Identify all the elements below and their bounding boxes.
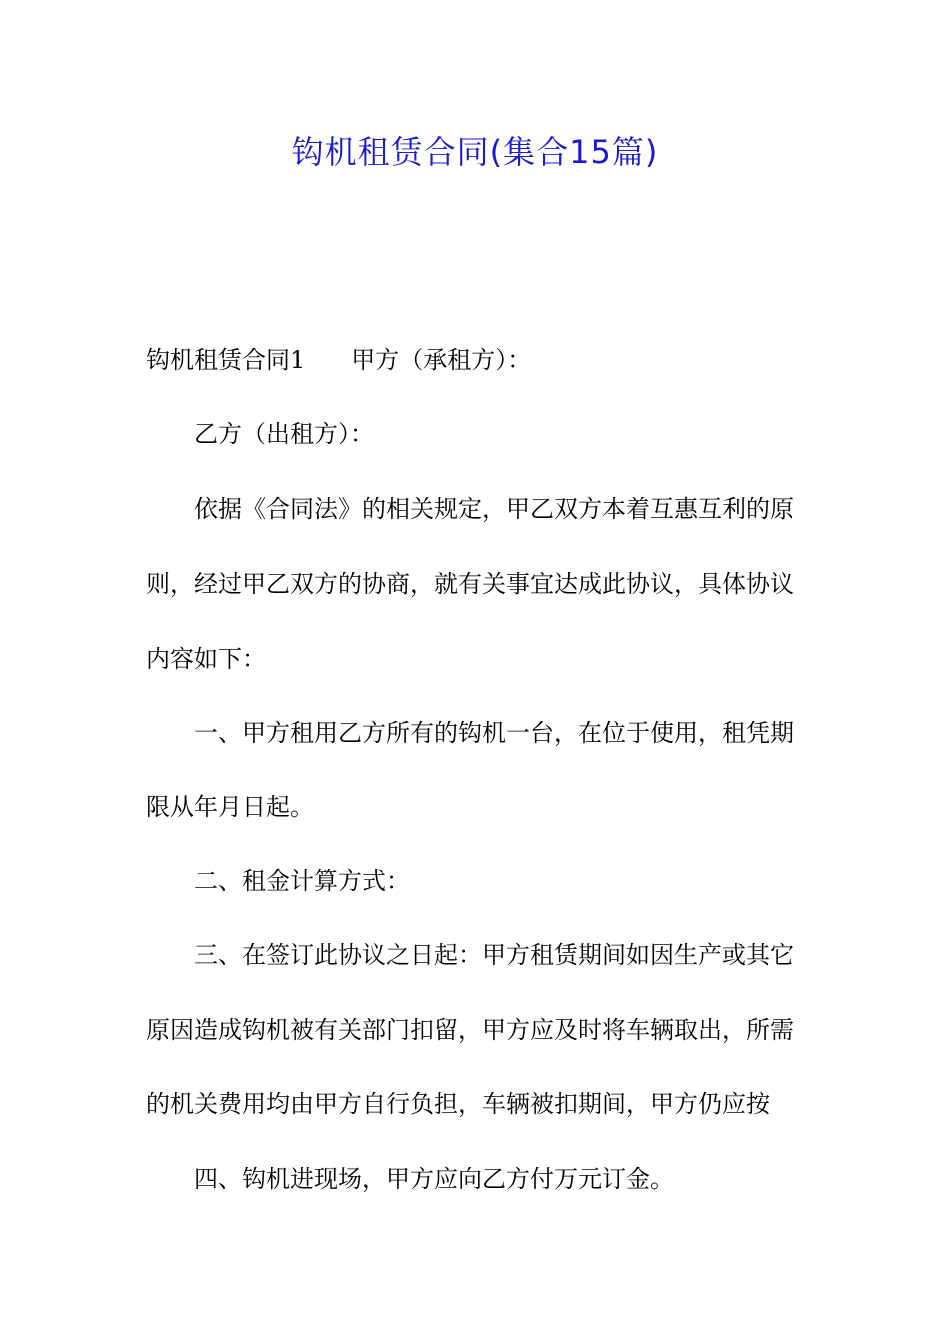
party-a-label: 甲方（承租方）： bbox=[351, 346, 532, 374]
section-heading: 钩机租赁合同1 bbox=[146, 346, 306, 374]
paragraph-line: 依据《合同法》的相关规定，甲乙双方本着互惠互利的原 bbox=[194, 495, 794, 523]
clause-4: 四、钩机进现场，甲方应向乙方付万元订金。 bbox=[194, 1165, 674, 1193]
paragraph-line: 则，经过甲乙双方的协商，就有关事宜达成此协议，具体协议 bbox=[146, 570, 794, 598]
clause-2: 二、租金计算方式： bbox=[194, 867, 410, 895]
paragraph-line bbox=[146, 342, 806, 378]
party-b-label: 乙方（出租方）： bbox=[194, 420, 374, 448]
paragraph-line: 内容如下： bbox=[146, 645, 266, 673]
paragraph-line: 限从年月日起。 bbox=[146, 793, 314, 821]
clause-1: 一、甲方租用乙方所有的钩机一台，在位于使用，租凭期 bbox=[194, 719, 794, 747]
paragraph-line: 原因造成钩机被有关部门扣留，甲方应及时将车辆取出，所需 bbox=[146, 1016, 794, 1044]
paragraph-line: 的机关费用均由甲方自行负担，车辆被扣期间，甲方仍应按 bbox=[146, 1090, 770, 1118]
clause-3: 三、在签订此协议之日起：甲方租赁期间如因生产或其它 bbox=[194, 941, 794, 969]
page-title: 钩机租赁合同(集合15篇) bbox=[291, 133, 659, 171]
